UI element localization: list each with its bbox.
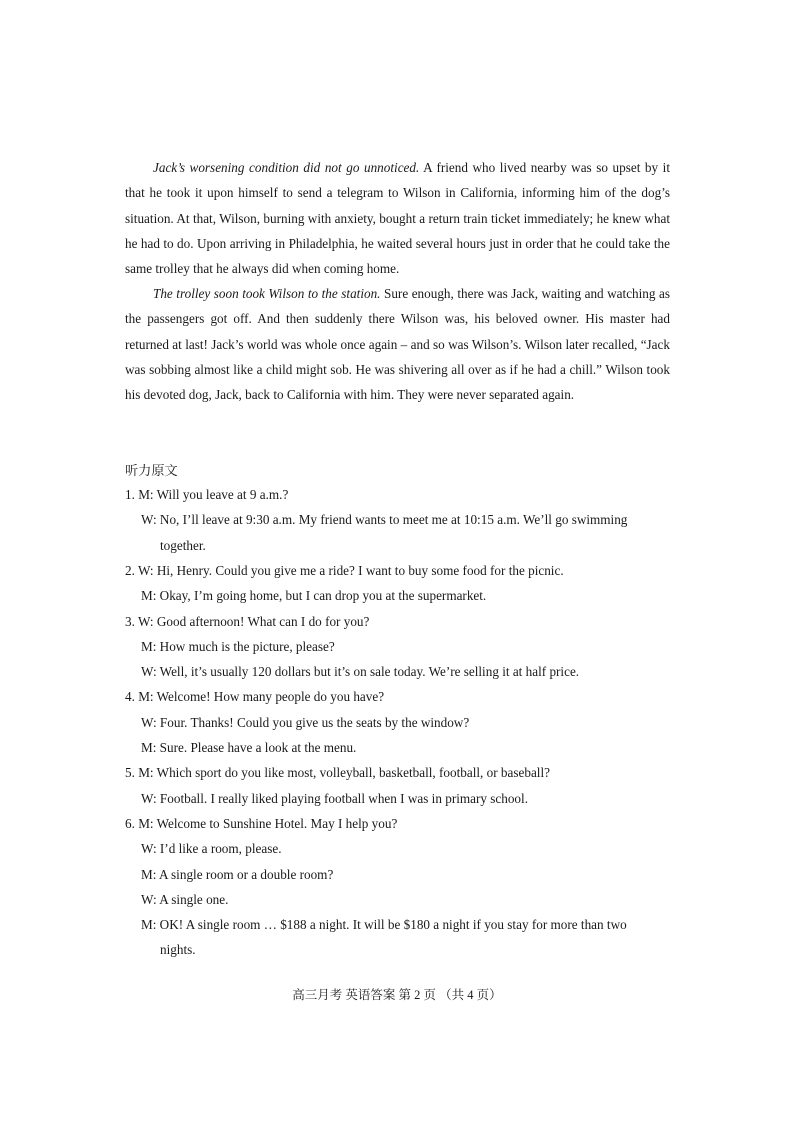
dialogue-line: 4. M: Welcome! How many people do you have? [125,689,385,705]
passage-paragraph-1 [125,155,670,281]
dialogue-line: M: OK! A single room … $188 a night. It will be $180 a night if you stay for more than two [141,917,627,933]
dialogue-line: W: A single one. [141,891,229,907]
dialogue-line: together. [160,537,206,553]
dialogue-line: M: Okay, I’m going home, but I can drop you at the supermarket. [141,588,487,604]
passage-paragraph-2 [125,281,670,407]
paragraph-2-body: Sure enough, there was Jack, waiting and watching as the passengers got off. And then suddenly there Wilson was, his beloved owner. His master had returned at last! Jack’s world was whole once again – and so was Wilson’s. Wilson later recalled, “Jack was sobbing almost like a child might sob. He was shivering all over as if he had a chill.” Wilson took his devoted dog, Jack, back to California with him. They were never separated again. [125,286,671,403]
dialogue-line: 6. M: Welcome to Sunshine Hotel. May I help you? [125,815,398,831]
dialogue-line: W: Four. Thanks! Could you give us the seats by the window? [141,714,470,730]
paragraph-1-body: A friend who lived nearby was so upset by it that he took it upon himself to send a telegram to Wilson in California, informing him of the dog’s situation. At that, Wilson, burning with anxiety, bought a return train ticket immediately; he knew what he had to do. Upon arriving in Philadelphia, he waited several hours just in order that he could take the same trolley that he always did when coming home. [125,160,670,277]
paragraph-2-topic-sentence: The trolley soon took Wilson to the station. [153,286,381,301]
dialogue-line: nights. [160,942,196,958]
dialogue-line: 2. W: Hi, Henry. Could you give me a ride? I want to buy some food for the picnic. [125,562,564,578]
dialogue-line: M: How much is the picture, please? [141,638,335,654]
paragraph-1-topic-sentence: Jack’s worsening condition did not go unnoticed. [153,160,420,175]
dialogue-line: W: No, I’ll leave at 9:30 a.m. My friend wants to meet me at 10:15 a.m. We’ll go swimming [141,512,628,528]
dialogue-line: 3. W: Good afternoon! What can I do for you? [125,613,370,629]
dialogue-line: 1. M: Will you leave at 9 a.m.? [125,487,289,502]
dialogue-line: M: A single room or a double room? [141,866,334,882]
dialogue-line: M: Sure. Please have a look at the menu. [141,740,357,755]
listening-script-heading: 听力原文 [125,463,178,478]
dialogue-line: W: Well, it’s usually 120 dollars but it’s on sale today. We’re selling it at half price. [141,664,580,680]
dialogue-line: W: Football. I really liked playing football when I was in primary school. [141,790,528,806]
dialogue-line: 5. M: Which sport do you like most, volleyball, basketball, football, or baseball? [125,765,550,781]
dialogue-line: W: I’d like a room, please. [141,841,282,857]
page-footer: 高三月考 英语答案 第 2 页 （共 4 页） [292,988,502,1002]
